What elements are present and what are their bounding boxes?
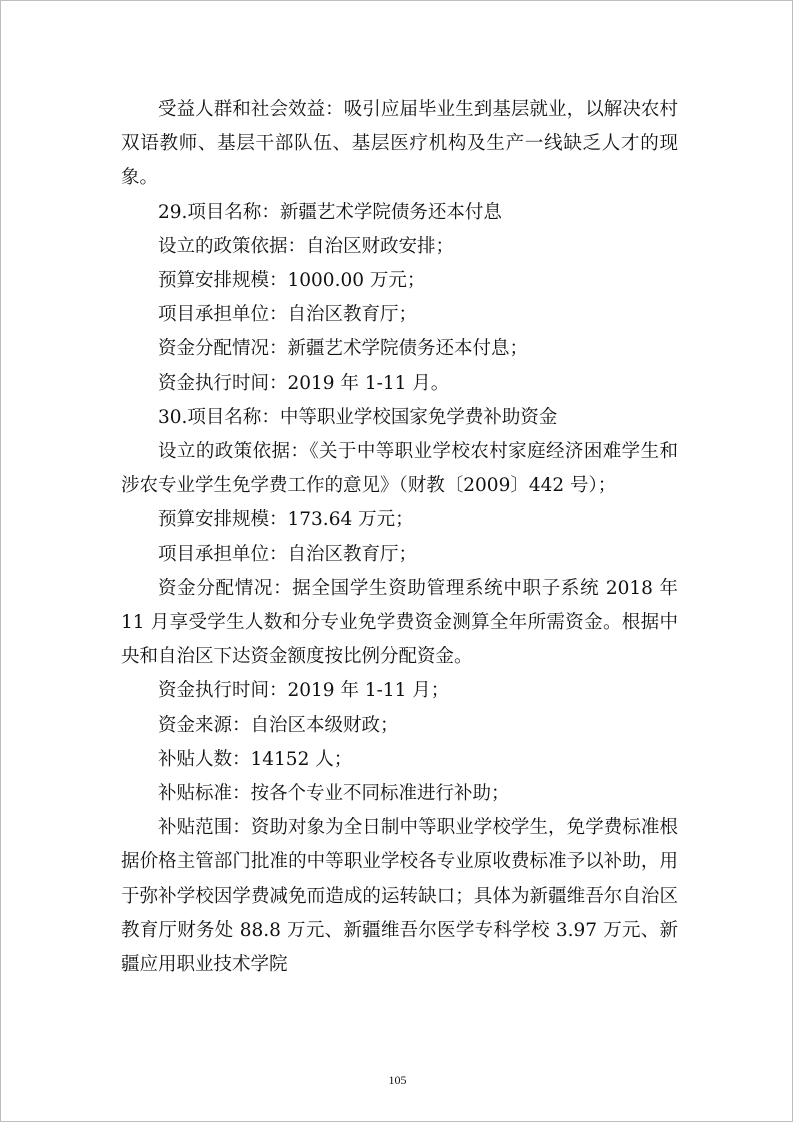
project-30-title: 30.项目名称：中等职业学校国家免学费补助资金: [158, 406, 558, 428]
project-30-allocation: 资金分配情况：据全国学生资助管理系统中职子系统 2018 年 11 月享受学生人数和分专业免学费资金测算全年所需资金。根据中央和自治区下达资金额度按比例分配资金。: [121, 577, 678, 668]
project-30-unit: 项目承担单位：自治区教育厅；: [158, 543, 418, 565]
project-29-unit: 项目承担单位：自治区教育厅；: [158, 304, 418, 326]
project-29-budget: 预算安排规模：1000.00 万元；: [158, 270, 426, 292]
project-30-funding-source: 资金来源：自治区本级财政；: [158, 714, 399, 736]
paragraph-beneficiaries: 受益人群和社会效益：吸引应届毕业生到基层就业，以解决农村双语教师、基层干部队伍、基层医疗机构及生产一线缺乏人才的现象。: [121, 99, 678, 189]
project-30-execution-time: 资金执行时间：2019 年 1-11 月；: [158, 680, 450, 702]
document-body: [121, 93, 678, 982]
project-29-policy-basis: 设立的政策依据：自治区财政安排；: [158, 235, 455, 257]
page-number: 105: [388, 1073, 407, 1087]
project-29-title: 29.项目名称：新疆艺术学院债务还本付息: [158, 201, 502, 223]
project-30-subsidy-count: 补贴人数：14152 人；: [158, 748, 353, 770]
project-30-budget: 预算安排规模：173.64 万元；: [158, 509, 414, 531]
project-30-subsidy-scope: 补贴范围：资助对象为全日制中等职业学校学生，免学费标准根据价格主管部门批准的中等职业学校各专业原收费标准予以补助，用于弥补学校因学费减免而造成的运转缺口；具体为新疆维吾尔自治区教育厅财务处 88.8 万元、新疆维吾尔医学专科学校 3.97 万元、新疆应用职业技术学院: [121, 817, 678, 976]
project-30-policy-basis: 设立的政策依据：《关于中等职业学校农村家庭经济困难学生和涉农专业学生免学费工作的意见》（财教〔2009〕442 号）；: [121, 441, 678, 497]
project-30-subsidy-standard: 补贴标准：按各个专业不同标准进行补助；: [158, 783, 510, 805]
project-29-allocation: 资金分配情况：新疆艺术学院债务还本付息；: [158, 338, 529, 360]
project-29-execution-time: 资金执行时间：2019 年 1-11 月。: [158, 372, 450, 394]
